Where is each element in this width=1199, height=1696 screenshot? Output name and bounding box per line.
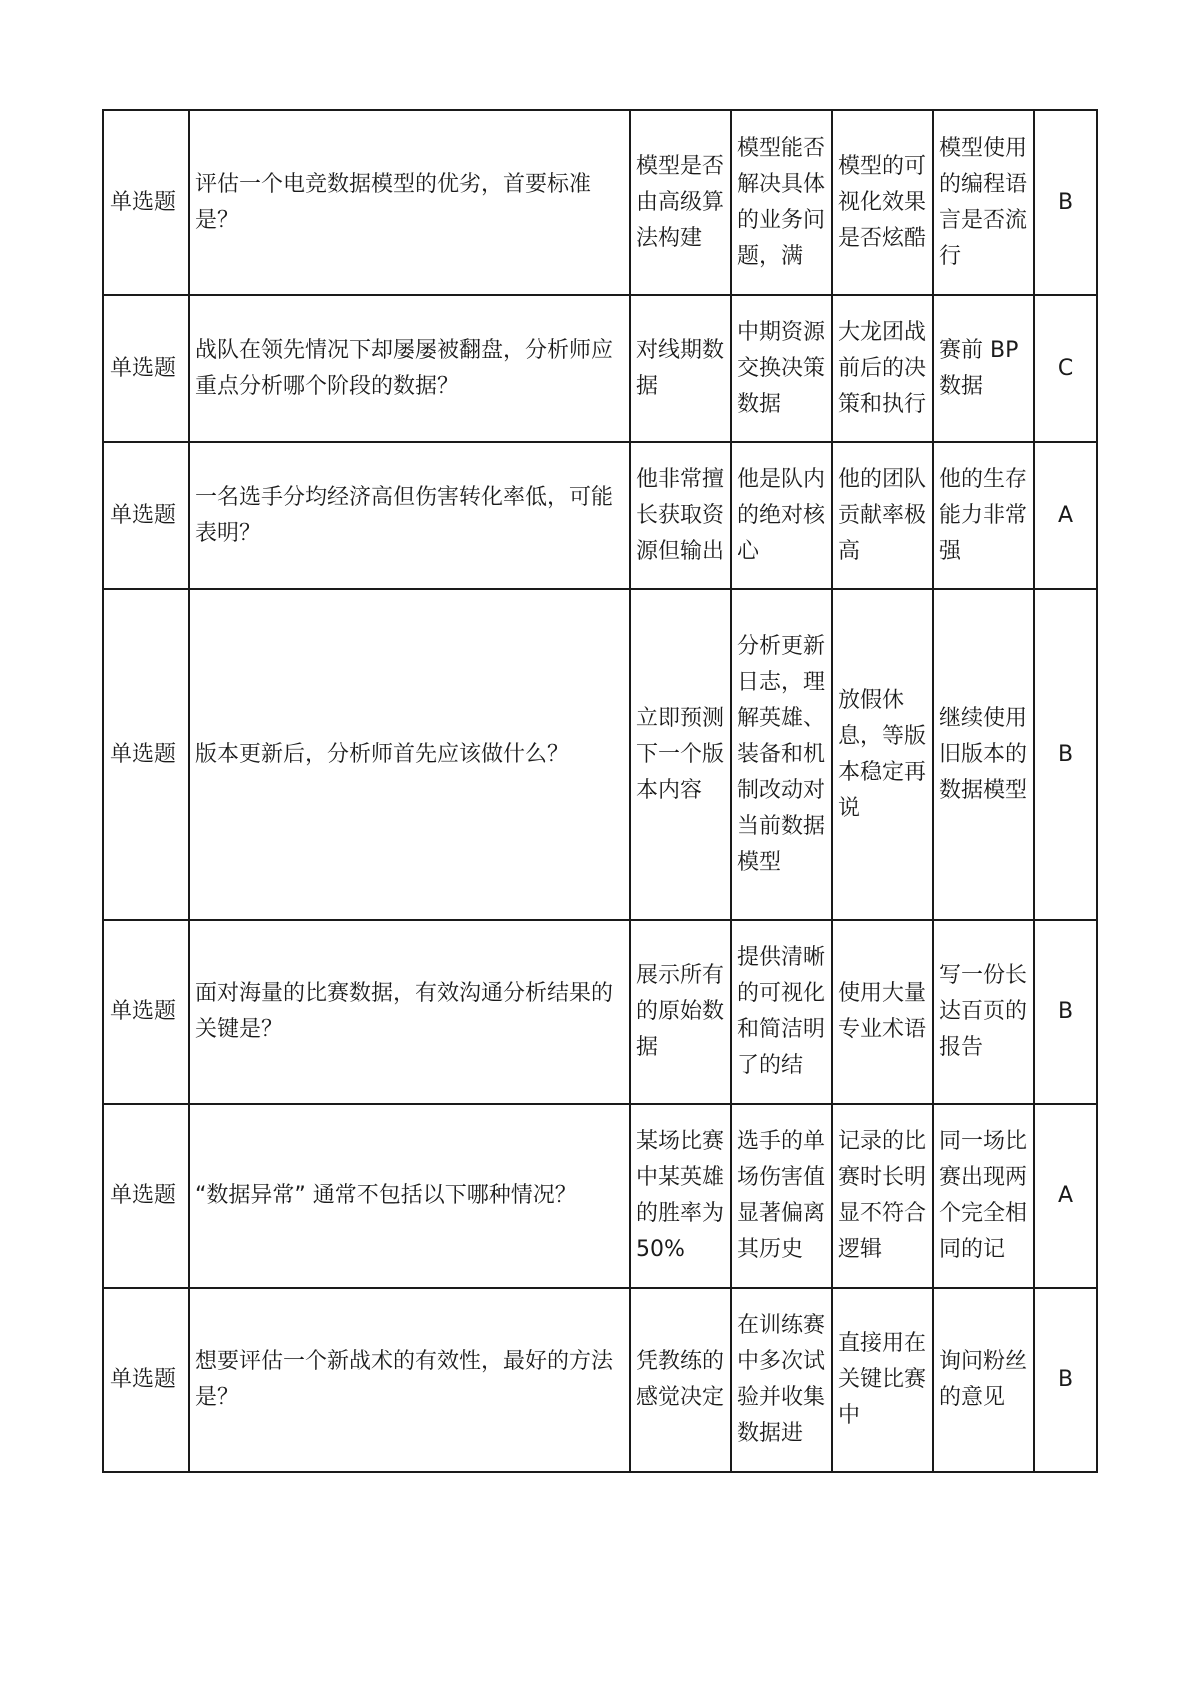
table-row bbox=[103, 1288, 1097, 1472]
option-b-text: 模型能否解决具体的业务问题，满 bbox=[737, 135, 826, 269]
option-c-cell bbox=[832, 1288, 933, 1472]
option-a-text: 立即预测下一个版本内容 bbox=[636, 705, 725, 803]
table-row bbox=[103, 589, 1097, 920]
option-b-cell bbox=[731, 1288, 832, 1472]
option-d-cell bbox=[933, 1288, 1034, 1472]
answer-cell: A bbox=[1034, 442, 1097, 589]
option-d-cell bbox=[933, 295, 1034, 442]
question-text-cell: 评估一个电竞数据模型的优劣，首要标准是？ bbox=[189, 110, 630, 295]
option-c-cell bbox=[832, 920, 933, 1104]
option-a-cell bbox=[630, 1288, 731, 1472]
table-row bbox=[103, 110, 1097, 295]
answer-cell: B bbox=[1034, 1288, 1097, 1472]
option-c-cell bbox=[832, 295, 933, 442]
question-type-cell: 单选题 bbox=[103, 442, 189, 589]
option-d-cell bbox=[933, 110, 1034, 295]
option-c-text: 放假休息，等版本稳定再说 bbox=[838, 687, 927, 821]
question-type-cell: 单选题 bbox=[103, 110, 189, 295]
quiz-table bbox=[102, 109, 1098, 1473]
option-a-cell bbox=[630, 1104, 731, 1288]
option-c-text: 使用大量专业术语 bbox=[838, 981, 927, 1042]
option-b-cell bbox=[731, 442, 832, 589]
question-text-cell: 版本更新后，分析师首先应该做什么？ bbox=[189, 589, 630, 920]
option-d-cell bbox=[933, 920, 1034, 1104]
question-type-cell: 单选题 bbox=[103, 589, 189, 920]
option-c-cell bbox=[832, 110, 933, 295]
answer-cell: A bbox=[1034, 1104, 1097, 1288]
option-d-text: 继续使用旧版本的数据模型 bbox=[939, 705, 1028, 803]
question-type-cell: 单选题 bbox=[103, 1288, 189, 1472]
option-b-text: 他是队内的绝对核心 bbox=[737, 466, 826, 564]
option-a-cell bbox=[630, 920, 731, 1104]
option-a-text: 对线期数据 bbox=[636, 337, 725, 399]
option-a-cell bbox=[630, 110, 731, 295]
answer-cell: B bbox=[1034, 920, 1097, 1104]
option-d-cell bbox=[933, 589, 1034, 920]
option-d-cell bbox=[933, 442, 1034, 589]
question-text-cell: 一名选手分均经济高但伤害转化率低，可能表明？ bbox=[189, 442, 630, 589]
answer-cell: B bbox=[1034, 589, 1097, 920]
option-b-cell bbox=[731, 295, 832, 442]
option-b-text: 在训练赛中多次试验并收集数据进 bbox=[737, 1313, 826, 1446]
option-b-text: 中期资源交换决策数据 bbox=[737, 319, 826, 417]
question-text-cell: “数据异常” 通常不包括以下哪种情况？ bbox=[189, 1104, 630, 1288]
option-a-text: 凭教练的感觉决定 bbox=[636, 1349, 725, 1410]
option-b-cell bbox=[731, 920, 832, 1104]
option-d-cell bbox=[933, 1104, 1034, 1288]
option-a-text: 展示所有的原始数据 bbox=[636, 963, 725, 1060]
question-type-cell: 单选题 bbox=[103, 1104, 189, 1288]
option-d-text: 赛前 BP 数据 bbox=[939, 337, 1019, 399]
option-b-text: 选手的单场伤害值显著偏离其历史 bbox=[737, 1129, 826, 1262]
option-d-text: 写一份长达百页的报告 bbox=[939, 963, 1028, 1060]
option-a-text: 某场比赛中某英雄的胜率为50% bbox=[636, 1129, 725, 1262]
option-c-text: 他的团队贡献率极高 bbox=[838, 466, 927, 564]
table-row bbox=[103, 1104, 1097, 1288]
option-c-cell bbox=[832, 1104, 933, 1288]
answer-cell: B bbox=[1034, 110, 1097, 295]
question-text-cell: 面对海量的比赛数据，有效沟通分析结果的关键是？ bbox=[189, 920, 630, 1104]
option-b-text: 提供清晰的可视化和简洁明了的结 bbox=[737, 945, 826, 1078]
option-d-text: 模型使用的编程语言是否流行 bbox=[939, 135, 1028, 269]
question-text-cell: 想要评估一个新战术的有效性，最好的方法是？ bbox=[189, 1288, 630, 1472]
table-row bbox=[103, 920, 1097, 1104]
option-a-text: 模型是否由高级算法构建 bbox=[636, 153, 725, 251]
option-c-text: 直接用在关键比赛中 bbox=[838, 1331, 927, 1428]
option-d-text: 同一场比赛出现两个完全相同的记 bbox=[939, 1129, 1028, 1262]
option-b-cell bbox=[731, 589, 832, 920]
option-b-cell bbox=[731, 1104, 832, 1288]
option-d-text: 询问粉丝的意见 bbox=[939, 1349, 1028, 1410]
option-a-cell bbox=[630, 295, 731, 442]
option-c-text: 记录的比赛时长明显不符合逻辑 bbox=[838, 1129, 927, 1262]
option-b-cell bbox=[731, 110, 832, 295]
table-row bbox=[103, 442, 1097, 589]
question-text-cell: 战队在领先情况下却屡屡被翻盘，分析师应重点分析哪个阶段的数据？ bbox=[189, 295, 630, 442]
table-row bbox=[103, 295, 1097, 442]
option-a-cell bbox=[630, 589, 731, 920]
option-a-cell bbox=[630, 442, 731, 589]
option-d-text: 他的生存能力非常强 bbox=[939, 466, 1028, 564]
question-type-cell: 单选题 bbox=[103, 920, 189, 1104]
option-b-text: 分析更新日志，理解英雄、装备和机制改动对当前数据模型 bbox=[737, 633, 826, 875]
question-type-cell: 单选题 bbox=[103, 295, 189, 442]
option-c-text: 大龙团战前后的决策和执行 bbox=[838, 319, 927, 417]
option-c-text: 模型的可视化效果是否炫酷 bbox=[838, 153, 927, 251]
option-c-cell bbox=[832, 442, 933, 589]
answer-cell: C bbox=[1034, 295, 1097, 442]
option-a-text: 他非常擅长获取资源但输出 bbox=[636, 466, 725, 564]
option-c-cell bbox=[832, 589, 933, 920]
